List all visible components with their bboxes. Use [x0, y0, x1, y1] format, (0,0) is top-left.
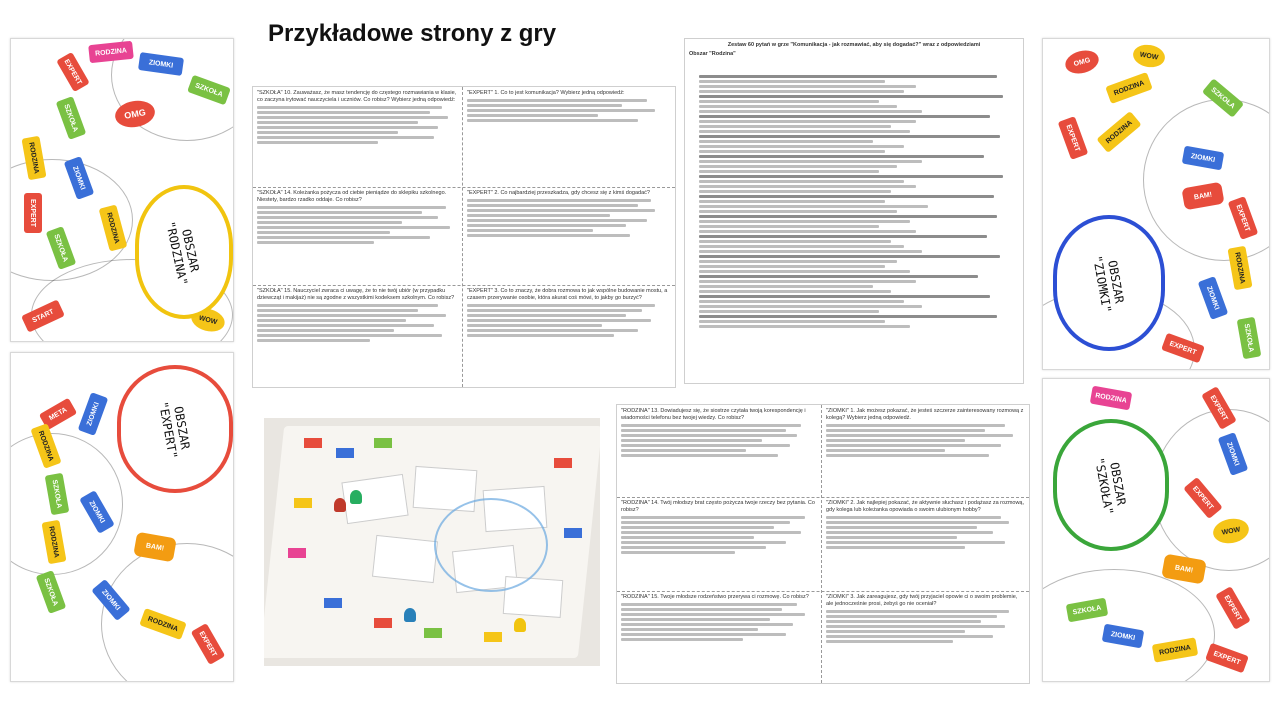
question-card — [822, 591, 1029, 683]
tag-szkola: SZKOŁA — [187, 75, 231, 106]
decorative-swirl — [1143, 99, 1270, 261]
tag-expert: EXPERT — [1228, 196, 1259, 240]
question-card — [617, 405, 821, 497]
board-ziomki — [1042, 38, 1270, 370]
area-label: OBSZAR "EXPERT" — [156, 400, 193, 460]
tag-wow: WOW — [189, 305, 228, 335]
board-expert — [10, 352, 234, 682]
tag-omg: OMG — [113, 98, 157, 131]
tag-rodzina: RODZINA — [1105, 72, 1153, 104]
document-heading: Zestaw 60 pytań w grze "Komunikacja - jak rozmawiać, aby się dogadać?" wraz z odpowiedziami — [727, 42, 981, 48]
tag-rodzina: RODZINA — [41, 520, 66, 564]
board-tile — [374, 438, 392, 448]
question-card — [617, 497, 821, 591]
board-tile — [294, 498, 312, 508]
question-card — [463, 187, 675, 285]
tag-szkola: SZKOŁA — [36, 570, 67, 614]
tag-ziomki: ZIOMKI — [1102, 624, 1145, 649]
question-text: "SZKOŁA" 15. Nauczyciel zwraca ci uwagę, że to nie twój ubiór (w przypadku dziewcząt i makijaż) nie są zgodne z wszystkimi kodeksem szkolnym. Co robisz? — [257, 288, 455, 301]
tag-bam: BAM! — [1181, 182, 1224, 211]
game-board-photo — [264, 418, 600, 666]
tag-wow: WOW — [1211, 516, 1251, 546]
document-questions-rodzina-ziomki — [616, 404, 1030, 684]
tag-expert: EXPERT — [1183, 477, 1223, 519]
tag-expert: EXPERT — [191, 623, 226, 665]
document-question-list — [684, 38, 1024, 384]
question-text: "RODZINA" 14. Twój młodszy brat często pożycza twoje rzeczy bez pytania. Co robisz? — [621, 500, 815, 513]
decorative-swirl — [1042, 569, 1215, 682]
question-card — [822, 405, 1029, 497]
board-tile — [554, 458, 572, 468]
tag-szkola: SZKOŁA — [45, 473, 70, 516]
game-pawn — [334, 498, 346, 512]
tag-wow: WOW — [1131, 42, 1166, 69]
question-text: "EXPERT" 3. Co to znaczy, że dobra rozmowa to jak wspólne budowanie mostu, a czasem przerywanie osobie, która akurat coś mówi, to jakby go burzyć? — [467, 288, 668, 301]
tag-bam: BAM! — [133, 532, 177, 563]
question-text: "SZKOŁA" 14. Koleżanka pożycza od ciebie pieniądze do sklepiku szkolnego. Niestety, bardzo rzadko oddaje. Co robisz? — [257, 190, 447, 203]
tag-omg: OMG — [1063, 47, 1102, 77]
question-text: "ZIOMKI" 3. Jak zareagujesz, gdy twój przyjaciel opowie ci o swoim problemie, ale jednocześnie prosi, żebyś go nie oceniał? — [826, 594, 1018, 607]
question-text: "ZIOMKI" 1. Jak możesz pokazać, że jesteś szczerze zainteresowany rozmową z kolegą? Wybierz jedną odpowiedź. — [826, 408, 1024, 421]
board-tile — [484, 632, 502, 642]
board-tile — [564, 528, 582, 538]
tag-bam: BAM! — [1161, 554, 1207, 585]
area-label: OBSZAR "RODZINA" — [163, 220, 203, 287]
tag-rodzina: RODZINA — [139, 608, 187, 640]
board-rodzina — [10, 38, 234, 342]
board-speech-bubble — [434, 498, 548, 592]
tag-expert: EXPERT — [56, 52, 90, 92]
tag-expert: EXPERT — [1161, 333, 1205, 364]
tag-szkola: SZKOŁA — [1237, 317, 1262, 360]
question-text: "SZKOŁA" 10. Zauważasz, że masz tendencję do częstego rozmawiania w klasie, co zaczyna irytować nauczyciela i uczniów. Co robisz? Wybierz jedną odpowiedź: — [257, 90, 457, 103]
board-tile — [288, 548, 306, 558]
question-text: "ZIOMKI" 2. Jak najlepiej pokazać, że aktywnie słuchasz i podążasz za rozmową, gdy kolega lub koleżanka opowiada o swoim ulubionym hobby? — [826, 500, 1025, 513]
document-section: Obszar "Rodzina" — [689, 51, 736, 57]
board-tile — [336, 448, 354, 458]
tag-szkola: SZKOŁA — [1066, 598, 1109, 623]
game-pawn — [350, 490, 362, 504]
question-card — [822, 497, 1029, 591]
question-text: "RODZINA" 13. Dowiadujesz się, że siostrze czytała twoją korespondencję i wiadomości telefonu bez twojej wiedzy. Co robisz? — [621, 408, 806, 421]
tag-rodzina: RODZINA — [88, 41, 134, 64]
tag-rodzina: RODZINA — [1096, 111, 1141, 153]
tag-szkola: SZKOŁA — [56, 96, 87, 140]
tag-rodzina: RODZINA — [99, 204, 128, 251]
tag-expert: EXPERT — [1205, 643, 1249, 674]
tag-ziomki: ZIOMKI — [78, 392, 109, 436]
area-label: OBSZAR "SZKOŁA" — [1092, 456, 1129, 516]
tag-szkola: SZKOŁA — [1202, 78, 1244, 118]
question-card — [463, 87, 675, 187]
tag-ziomki: ZIOMKI — [1198, 276, 1229, 320]
tag-rodzina: RODZINA — [1090, 386, 1133, 411]
tag-ziomki: ZIOMKI — [79, 490, 115, 534]
area-label-bubble — [117, 365, 233, 493]
question-card — [253, 285, 462, 387]
area-label-bubble — [1053, 215, 1165, 351]
question-text: "EXPERT" 2. Co najbardziej przeszkadza, gdy chcesz się z kimś dogadać? — [467, 190, 650, 196]
tag-rodzina: RODZINA — [21, 136, 46, 180]
document-questions-szkola-expert — [252, 86, 676, 388]
board-szkola — [1042, 378, 1270, 682]
tag-ziomki: ZIOMKI — [91, 579, 131, 621]
area-label-bubble — [135, 185, 233, 319]
tag-ziomki: ZIOMKI — [64, 156, 95, 200]
tag-expert: EXPERT — [24, 193, 42, 233]
board-tile — [324, 598, 342, 608]
tag-ziomki: ZIOMKI — [138, 52, 184, 76]
tag-expert: EXPERT — [1058, 116, 1089, 160]
question-text: "RODZINA" 15. Twoje młodsze rodzeństwo przerywa ci rozmowę. Co robisz? — [621, 594, 809, 600]
tag-expert: EXPERT — [1215, 586, 1251, 630]
question-card — [617, 591, 821, 683]
game-pawn — [514, 618, 526, 632]
tag-szkola: SZKOŁA — [46, 226, 77, 270]
question-text: "EXPERT" 1. Co to jest komunikacja? Wybierz jedną odpowiedź: — [467, 90, 625, 96]
tag-expert: EXPERT — [1201, 386, 1237, 430]
question-card — [253, 87, 462, 187]
board-tile — [424, 628, 442, 638]
document-body — [699, 73, 1009, 330]
question-card — [253, 187, 462, 285]
board-tile — [374, 618, 392, 628]
board-tile — [304, 438, 322, 448]
page-title: Przykładowe strony z gry — [268, 20, 557, 47]
area-label-bubble — [1053, 419, 1169, 551]
tag-ziomki: ZIOMKI — [1218, 432, 1249, 476]
document-header — [685, 39, 1023, 69]
decorative-swirl — [1153, 409, 1270, 571]
tag-ziomki: ZIOMKI — [1182, 146, 1225, 171]
tag-start: START — [21, 299, 65, 332]
area-label: OBSZAR "ZIOMKI" — [1090, 254, 1127, 314]
tag-rodzina: RODZINA — [1152, 637, 1198, 662]
board-card — [372, 535, 438, 583]
tag-meta: META — [39, 398, 77, 431]
tag-rodzina: RODZINA — [1227, 246, 1252, 290]
question-card — [463, 285, 675, 387]
tag-rodzina: RODZINA — [30, 423, 61, 469]
game-pawn — [404, 608, 416, 622]
